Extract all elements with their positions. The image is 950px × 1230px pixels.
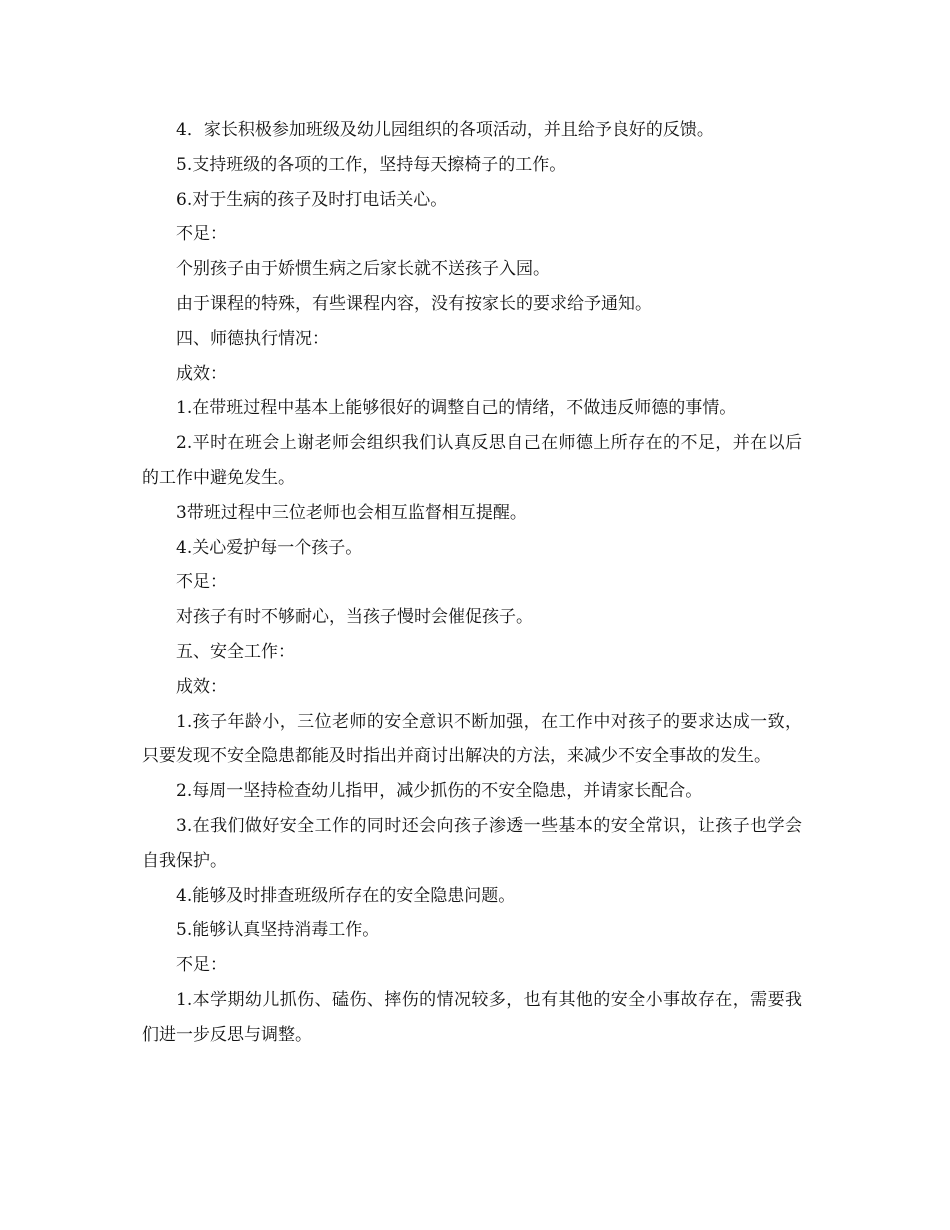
document-body: [142, 113, 802, 1053]
paragraph: 对孩子有时不够耐心，当孩子慢时会催促孩子。: [176, 607, 533, 628]
paragraph: 1.孩子年龄小，三位老师的安全意识不断加强，在工作中对孩子的要求达成一致，只要发现不安全隐患都能及时指出并商讨出解决的方法，来减少不安全事故的发生。: [142, 711, 802, 767]
section-heading: 五、安全工作：: [176, 641, 295, 662]
paragraph: 3.在我们做好安全工作的同时还会向孩子渗透一些基本的安全常识，让孩子也学会自我保护。: [142, 815, 802, 871]
section-heading: 四、师德执行情况：: [176, 328, 329, 349]
paragraph: 由于课程的特殊，有些课程内容，没有按家长的要求给予通知。: [176, 293, 652, 314]
paragraph: 1.本学期幼儿抓伤、磕伤、摔伤的情况较多，也有其他的安全小事故存在，需要我们进一步反思与调整。: [142, 989, 802, 1045]
paragraph: 6.对于生病的孩子及时打电话关心。: [176, 189, 448, 210]
paragraph: 5.支持班级的各项的工作，坚持每天擦椅子的工作。: [176, 154, 567, 175]
paragraph: 3带班过程中三位老师也会相互监督相互提醒。: [176, 502, 527, 523]
section-label: 成效：: [176, 676, 227, 697]
section-label: 不足：: [176, 572, 227, 593]
paragraph: 个别孩子由于娇惯生病之后家长就不送孩子入园。: [176, 259, 550, 280]
section-label: 不足：: [176, 955, 227, 976]
paragraph: 1.在带班过程中基本上能够很好的调整自己的情绪，不做违反师德的事情。: [176, 398, 737, 419]
paragraph: 5.能够认真坚持消毒工作。: [176, 920, 380, 941]
paragraph: 4．家长积极参加班级及幼儿园组织的各项活动，并且给予良好的反馈。: [176, 120, 714, 140]
paragraph: 2.平时在班会上谢老师会组织我们认真反思自己在师德上所存在的不足，并在以后的工作中避免发生。: [142, 433, 802, 488]
section-label: 成效：: [176, 363, 227, 384]
paragraph: 2.每周一坚持检查幼儿指甲，减少抓伤的不安全隐患，并请家长配合。: [176, 781, 703, 802]
paragraph: 4.能够及时排查班级所存在的安全隐患问题。: [176, 885, 516, 906]
paragraph: 4.关心爱护每一个孩子。: [176, 537, 363, 558]
section-label: 不足：: [176, 224, 227, 245]
